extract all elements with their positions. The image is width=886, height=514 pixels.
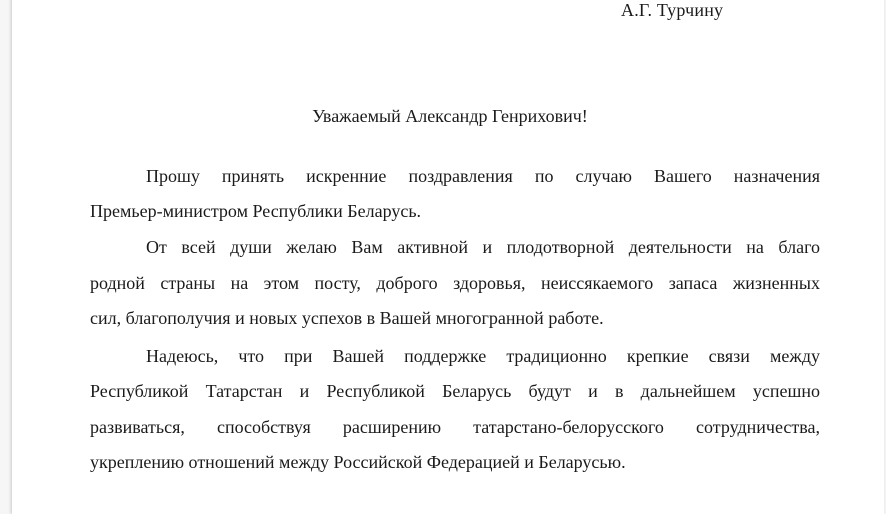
addressee: А.Г. Турчину [621,0,724,20]
paragraph-line: Надеюсь, что при Вашей поддержке традиционно крепкие связи между [146,346,820,366]
paragraph-line: развиваться, способствуя расширению татарстано-белорусского сотрудничества, [90,417,820,437]
paragraph-line: Прошу принять искренние поздравления по случаю Вашего назначения [146,166,820,186]
paragraph-line: сил, благополучия и новых успехов в Вашей многогранной работе. [90,308,604,328]
paragraph-line: От всей души желаю Вам активной и плодотворной деятельности на благо [146,237,820,257]
paragraph-line: укреплению отношений между Российской Федерацией и Беларусью. [90,452,626,472]
paragraph-line: родной страны на этом посту, доброго здоровья, неиссякаемого запаса жизненных [90,273,820,293]
paragraph-line: Премьер-министром Республики Беларусь. [90,201,422,221]
paragraph-line: Республикой Татарстан и Республикой Беларусь будут и в дальнейшем успешно [90,381,820,401]
salutation: Уважаемый Александр Генрихович! [312,106,588,126]
